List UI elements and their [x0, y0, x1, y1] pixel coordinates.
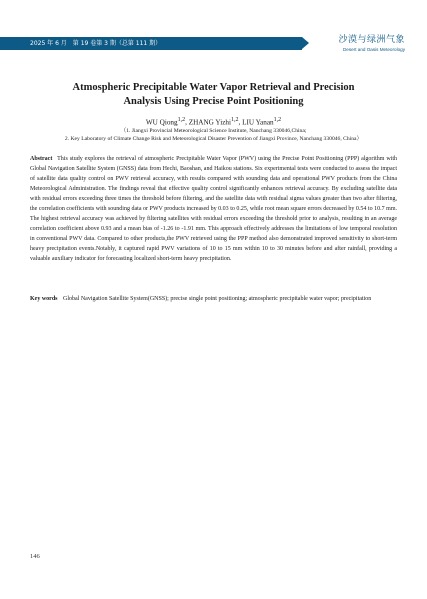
author-name: ZHANG Yizhi	[188, 118, 231, 127]
keywords	[30, 294, 397, 304]
keywords-label: Key words	[30, 296, 58, 302]
affiliation-2: 2. Key Laboratory of Climate Change Risk and Meteorological Disaster Prevention of Jiangxi Province, Nanchang 330046, China）	[64, 136, 363, 142]
author-affiliation-mark: 1,2	[230, 117, 239, 123]
article-title	[40, 81, 387, 109]
author-name: WU Qiong	[145, 118, 178, 127]
abstract	[30, 154, 397, 265]
journal-logo	[338, 35, 405, 53]
affiliation-1: （1. Jiangxi Provincial Meteorological Science Institute, Nanchang 330046,China;	[120, 128, 307, 134]
issue-info: 2025 年 6 月 第 19 卷第 3 期（总第 111 期）	[30, 40, 162, 47]
author-affiliation-mark: 1,2	[273, 117, 282, 123]
author-name: LIU Yanan	[242, 118, 274, 127]
article-title-line-1: Atmospheric Precipitable Water Vapor Retrieval and Precision	[72, 82, 355, 93]
author-affiliation-mark: 1,2	[177, 117, 186, 123]
journal-name-cn: 沙漠与绿洲气象	[338, 35, 405, 45]
journal-name-en: Desert and Oasis Meteorology	[342, 47, 405, 52]
keywords-text: Global Navigation Satellite System(GNSS); precise single point positioning; atmospheric precipitable water vapor; precipitation	[63, 296, 372, 302]
abstract-label: Abstract	[30, 156, 53, 162]
header-arrow-decoration	[302, 37, 309, 49]
abstract-text: This study explores the retrieval of atmospheric Precipitable Water Vapor (PWV) using the Precise Point Positioning (PPP) algorithm with Global Navigation Satellite System (GNSS) data from Hechi, Baoshan, and Haikou stations. Six experimental tests were conducted to assess the impact of satellite data quality control on PWV retrieval accuracy, with results compared with sounding data and operational PWV products from the China Meteorological Administration. The findings reveal that effective quality control significantly enhances retrieval accuracy. By excluding satellite data with residual errors exceeding three times the threshold before filtering, and the satellite data with residual sigma values greater than two after filtering, the correlation coefficients with sounding data or PWV products increased by 0.03 to 0.25, while root mean square errors decreased by 0.54 to 10.7 mm. The highest retrieval accuracy was achieved by filtering satellites with residual errors exceeding the threshold prior to analysis, resulting in an average correlation coefficient above 0.93 and a mean bias of -1.26 to -1.91 mm. This approach effectively addresses the limitations of low temporal resolution in conventional PWV data. Compared to other products,the PWV retrieved using the PPP method also demonstrated improved sensitivity to short-term heavy precipitation events.Notably, it captured rapid PWV variations of 10 to 15 mm within 10 to 30 minutes before and after rainfall, providing a valuable auxiliary indicator for forecasting localized short-term heavy precipitation.	[30, 156, 397, 263]
article-title-line-2: Analysis Using Precise Point Positioning	[123, 96, 304, 107]
page-number: 146	[30, 553, 40, 560]
author-list: WU Qiong$^{1,2}$, ZHANG Yizhi$^{1,2}$, LIU Yanan$^{1,2}$	[145, 117, 282, 127]
journal-header-band	[0, 37, 302, 50]
